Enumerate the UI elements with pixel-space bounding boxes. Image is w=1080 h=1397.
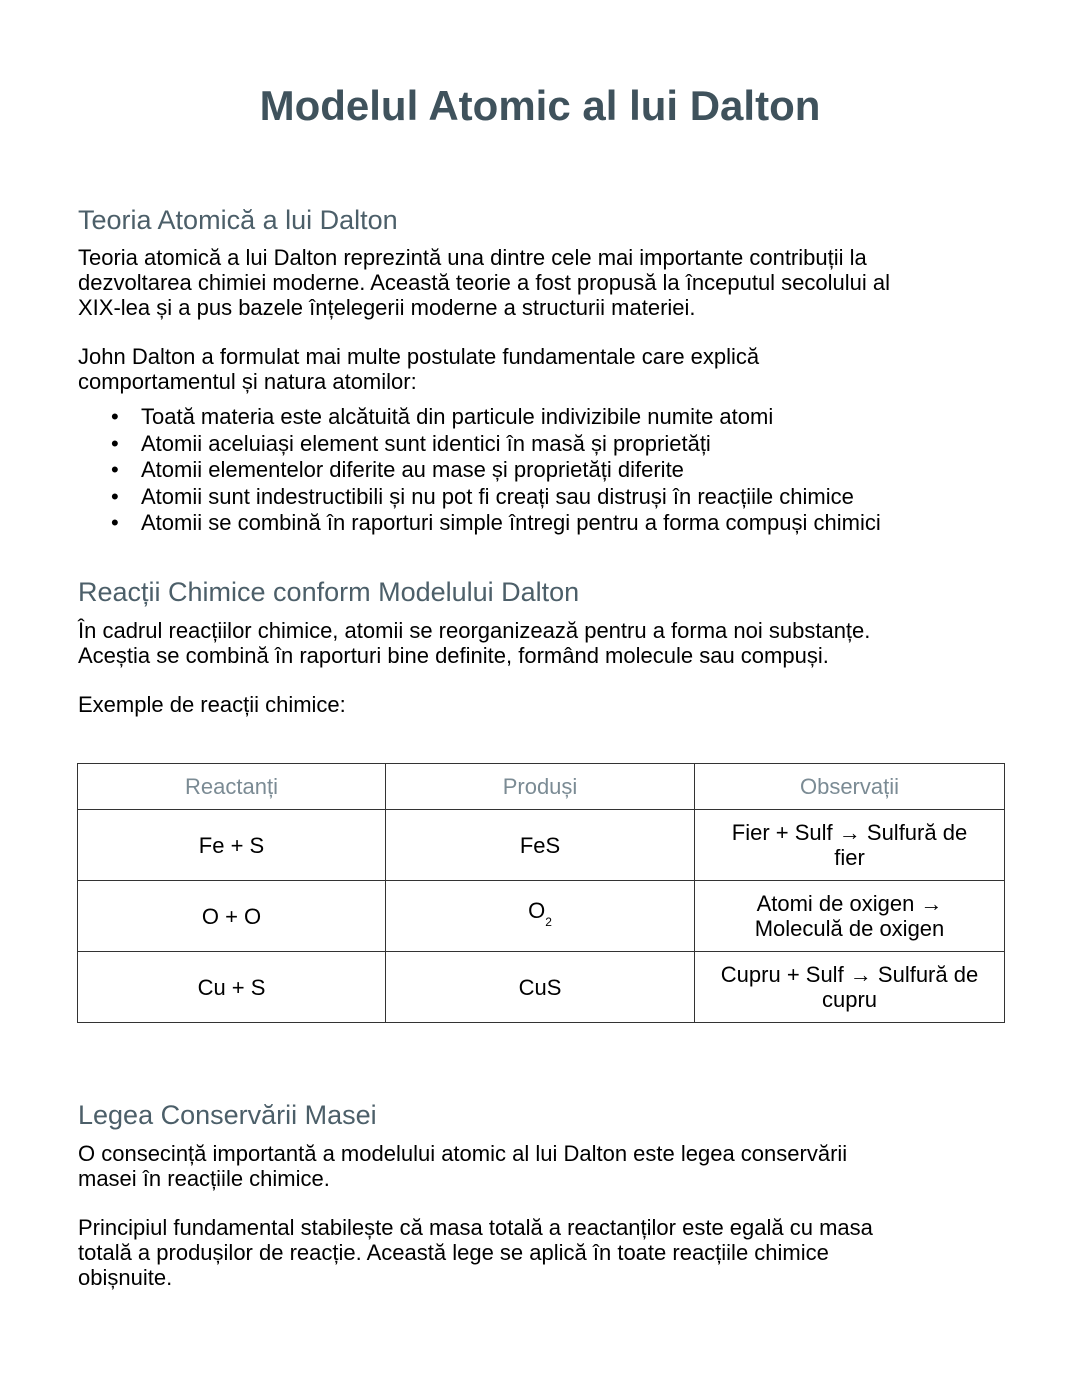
list-item-text: Toată materia este alcătuită din particule indivizibile numite atomi: [141, 404, 774, 429]
text-line: O consecință importantă a modelului atomic al lui Dalton este legea conservării: [78, 1141, 848, 1166]
text-line: Moleculă de oxigen: [754, 916, 945, 941]
text-line: cupru: [821, 987, 878, 1012]
text-line: XIX-lea și a pus bazele înțelegerii moderne a structurii materiei.: [78, 295, 696, 320]
product-formula: FeS: [519, 832, 561, 858]
paragraph-mass-principle: [78, 1215, 1008, 1290]
paragraph-reactions-intro: [78, 618, 1008, 668]
table-header-row: [78, 764, 1005, 810]
page-title: Modelul Atomic al lui Dalton: [259, 82, 821, 129]
section-heading-atomic-theory: Teoria Atomică a lui Dalton: [78, 205, 398, 235]
paragraph-postulates-intro: [78, 344, 1008, 394]
text-line: Atomi de oxigen →: [756, 891, 943, 916]
product-formula: CuS: [518, 974, 562, 1000]
cell-product: [386, 952, 695, 1023]
cell-reactants: O + O: [78, 881, 386, 952]
table-row: [78, 881, 1005, 952]
table-row: [78, 952, 1005, 1023]
cell-reactants: Cu + S: [78, 952, 386, 1023]
bullet-icon: •: [111, 510, 119, 535]
list-item-text: Atomii elementelor diferite au mase și proprietăți diferite: [141, 457, 684, 482]
text-line: totală a produșilor de reacție. Această lege se aplică în toate reacțiile chimice: [78, 1240, 829, 1265]
text-line: În cadrul reacțiilor chimice, atomii se reorganizează pentru a forma noi substanțe.: [78, 618, 871, 643]
product-formula: O: [528, 897, 546, 923]
list-item: [78, 457, 881, 484]
list-item: [78, 510, 881, 537]
table-row: [78, 810, 1005, 881]
paragraph-mass-intro: [78, 1141, 1008, 1191]
bullet-icon: •: [111, 404, 119, 429]
text-line: Cupru + Sulf → Sulfură de: [720, 962, 979, 987]
text-line: masei în reacțiile chimice.: [78, 1166, 330, 1191]
bullet-icon: •: [111, 483, 119, 509]
text-line: comportamentul și natura atomilor:: [78, 369, 417, 394]
column-header-products: Produși: [386, 764, 695, 810]
text-line: John Dalton a formulat mai multe postulate fundamentale care explică: [78, 344, 760, 369]
cell-reactants: Fe + S: [78, 810, 386, 881]
text-line: fier: [834, 845, 865, 870]
text-line: Principiul fundamental stabilește că masa totală a reactanților este egală cu masa: [78, 1215, 873, 1240]
paragraph-examples-label: Exemple de reacții chimice:: [78, 692, 346, 717]
cell-observation: [695, 810, 1005, 881]
text-line: Teoria atomică a lui Dalton reprezintă una dintre cele mai importante contribuții la: [78, 245, 867, 270]
cell-product: [386, 810, 695, 881]
reactions-table: [77, 763, 1005, 1023]
text-line: dezvoltarea chimiei moderne. Această teorie a fost propusă la începutul secolului al: [78, 270, 891, 295]
section-heading-mass-conservation: Legea Conservării Masei: [78, 1100, 377, 1130]
list-item: [78, 484, 881, 511]
cell-observation: [695, 952, 1005, 1023]
list-item: [78, 404, 881, 431]
bullet-icon: •: [111, 430, 119, 456]
cell-observation: [695, 881, 1005, 952]
list-item-text: Atomii sunt indestructibili și nu pot fi creați sau distruși în reacțiile chimice: [141, 483, 854, 509]
postulates-list: [78, 404, 881, 537]
paragraph-theory-intro: [78, 245, 1008, 320]
column-header-observations: Observații: [695, 764, 1005, 810]
list-item-text: Atomii se combină în raporturi simple întregi pentru a forma compuși chimici: [141, 510, 881, 535]
section-heading-chemical-reactions: Reacții Chimice conform Modelului Dalton: [78, 577, 580, 607]
bullet-icon: •: [111, 457, 119, 482]
text-line: Fier + Sulf → Sulfură de: [731, 820, 968, 845]
list-item-text: Atomii aceluiași element sunt identici în masă și proprietăți: [141, 430, 711, 456]
cell-product: [386, 881, 695, 952]
text-line: obișnuite.: [78, 1265, 173, 1290]
column-header-reactants: Reactanți: [78, 764, 386, 810]
list-item: [78, 431, 881, 458]
text-line: Aceștia se combină în raporturi bine definite, formând molecule sau compuși.: [78, 643, 829, 668]
product-subscript: 2: [545, 914, 552, 929]
